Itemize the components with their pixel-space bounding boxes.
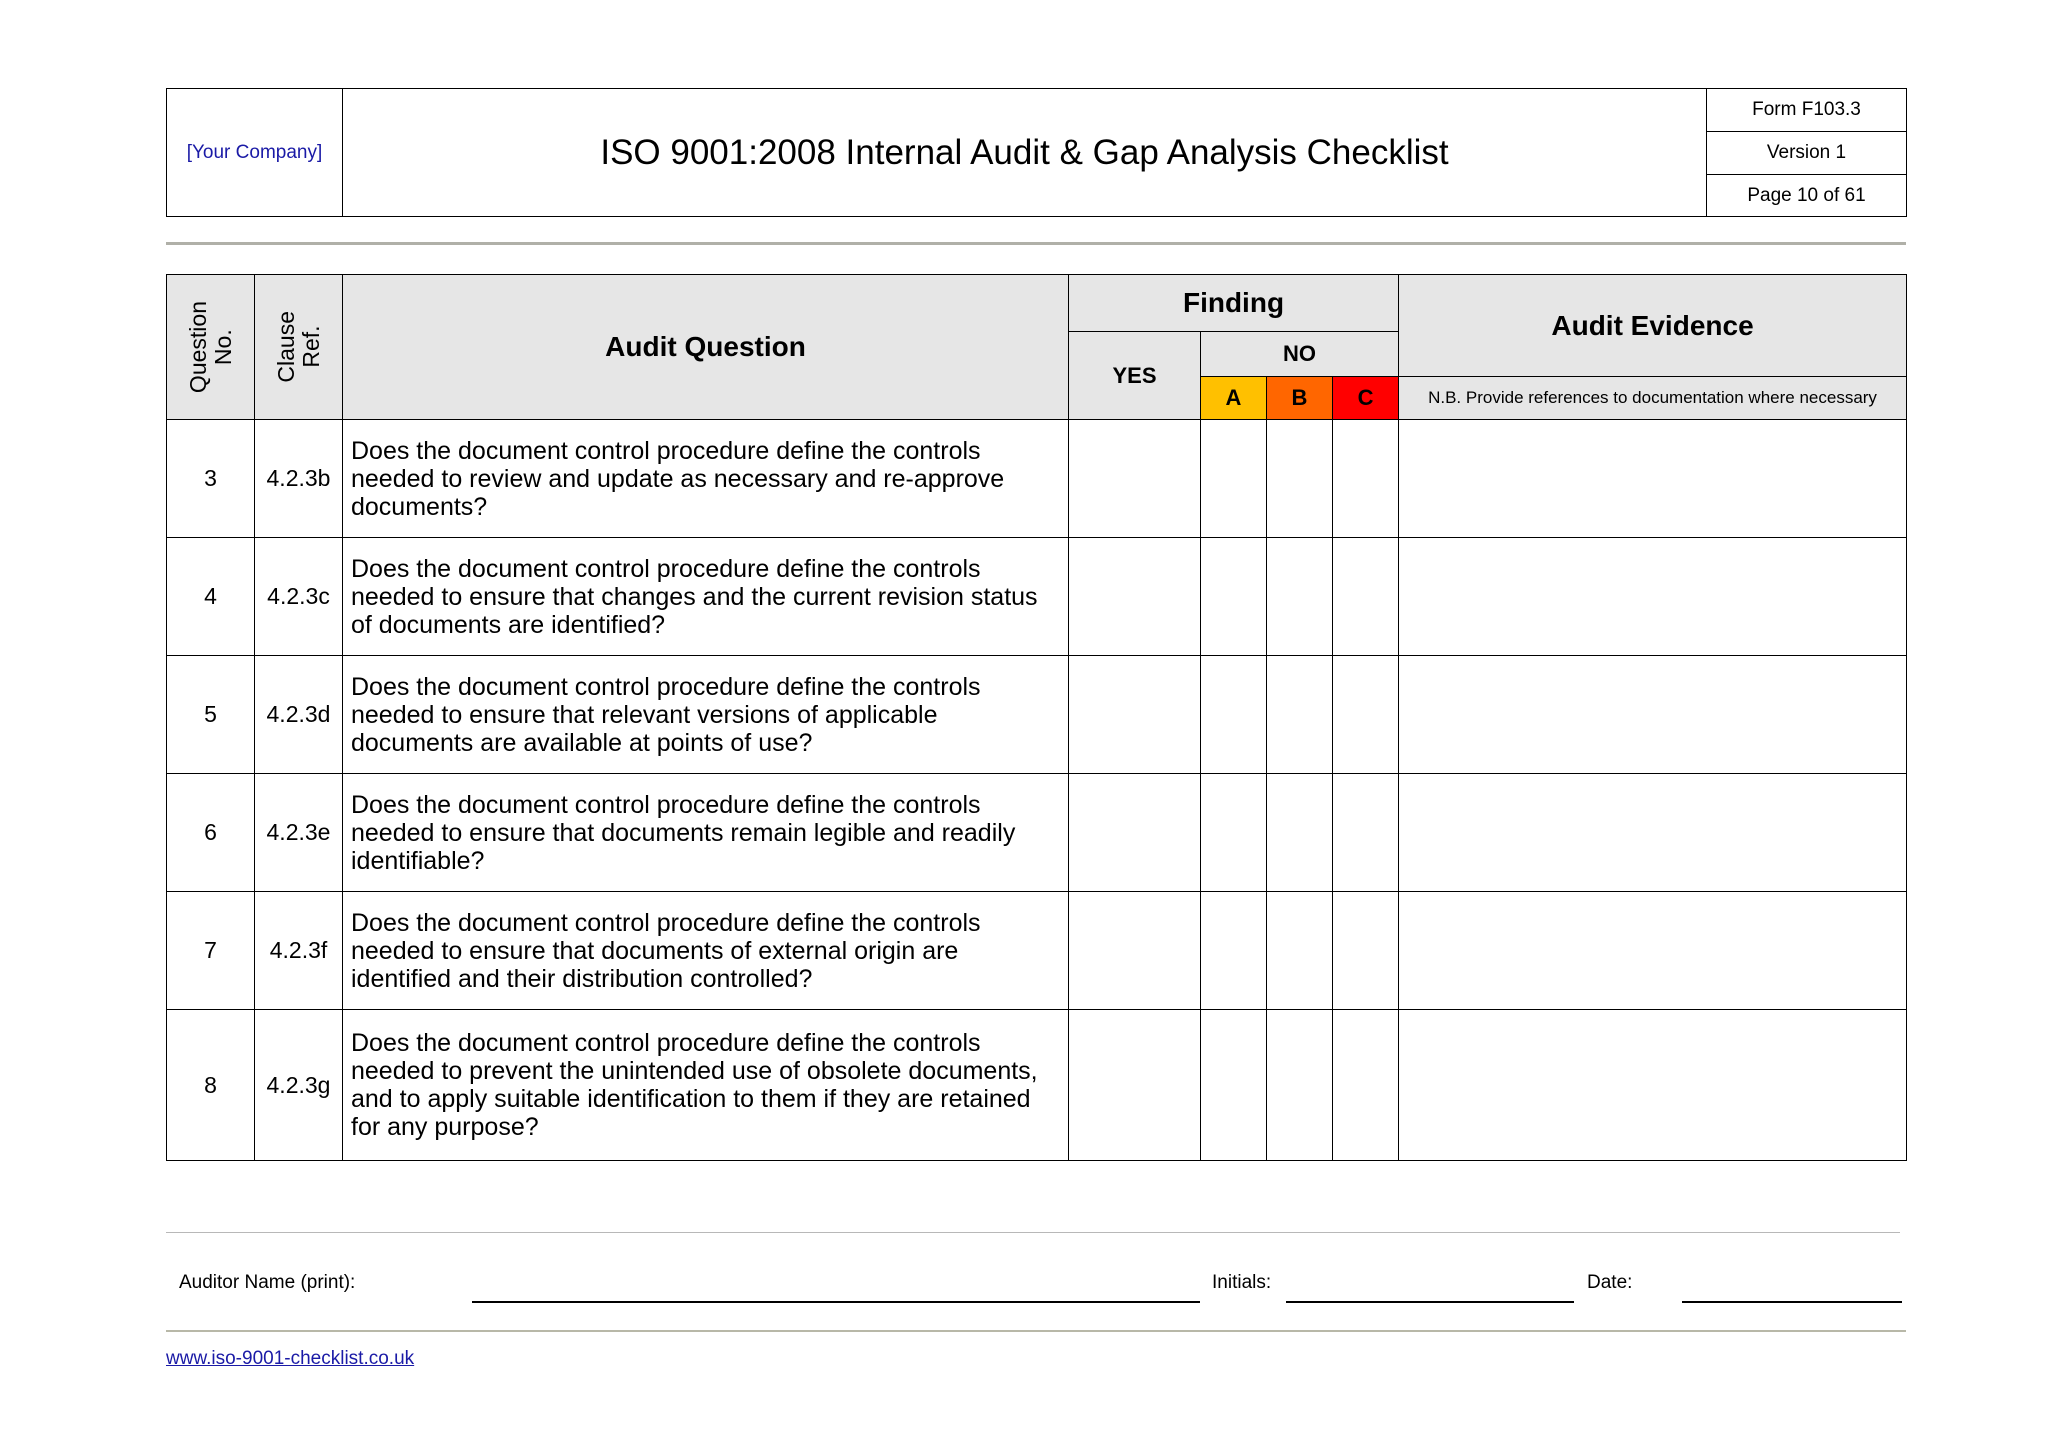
- audit-evidence-cell[interactable]: [1399, 656, 1907, 774]
- header-clause-ref: [255, 275, 343, 420]
- category-b-cell[interactable]: [1267, 892, 1333, 1010]
- category-c-cell[interactable]: [1333, 538, 1399, 656]
- initials-label: Initials:: [1212, 1272, 1272, 1293]
- table-row: [167, 892, 1907, 1010]
- yes-cell[interactable]: [1069, 1010, 1201, 1161]
- category-a-cell[interactable]: [1201, 656, 1267, 774]
- audit-checklist-table: [166, 274, 1907, 1161]
- header-question-no: [167, 275, 255, 420]
- category-a-cell[interactable]: [1201, 538, 1267, 656]
- question-number: 4: [167, 538, 255, 656]
- category-c-cell[interactable]: [1333, 774, 1399, 892]
- yes-cell[interactable]: [1069, 420, 1201, 538]
- audit-evidence-cell[interactable]: [1399, 538, 1907, 656]
- category-c-cell[interactable]: [1333, 656, 1399, 774]
- question-number: 6: [167, 774, 255, 892]
- table-row: [167, 774, 1907, 892]
- footer-divider-top: [166, 1232, 1900, 1233]
- yes-cell[interactable]: [1069, 656, 1201, 774]
- question-number: 5: [167, 656, 255, 774]
- yes-cell[interactable]: [1069, 774, 1201, 892]
- category-a-cell[interactable]: [1201, 420, 1267, 538]
- audit-evidence-cell[interactable]: [1399, 892, 1907, 1010]
- clause-ref-label: Clause Ref.: [272, 311, 324, 383]
- clause-reference: 4.2.3e: [255, 774, 343, 892]
- table-row: [167, 1010, 1907, 1161]
- header-yes: YES: [1069, 332, 1201, 420]
- evidence-note: N.B. Provide references to documentation where necessary: [1399, 377, 1907, 420]
- audit-evidence-cell[interactable]: [1399, 1010, 1907, 1161]
- header-category-b: B: [1267, 377, 1333, 420]
- category-b-cell[interactable]: [1267, 538, 1333, 656]
- table-row: [167, 656, 1907, 774]
- date-label: Date:: [1587, 1272, 1633, 1293]
- header-category-c: C: [1333, 377, 1399, 420]
- audit-question-text: Does the document control procedure define the controls needed to ensure that relevant versions of applicable documents are available at points of use?: [343, 656, 1069, 774]
- date-line[interactable]: [1682, 1301, 1902, 1303]
- yes-cell[interactable]: [1069, 538, 1201, 656]
- header-category-a: A: [1201, 377, 1267, 420]
- website-link[interactable]: www.iso-9001-checklist.co.uk: [166, 1348, 415, 1369]
- header-audit-question: Audit Question: [343, 275, 1069, 420]
- audit-question-text: Does the document control procedure define the controls needed to review and update as necessary and re-approve documents?: [343, 420, 1069, 538]
- page-number: Page 10 of 61: [1707, 175, 1907, 217]
- category-a-cell[interactable]: [1201, 1010, 1267, 1161]
- category-c-cell[interactable]: [1333, 892, 1399, 1010]
- auditor-name-label: Auditor Name (print):: [179, 1272, 356, 1293]
- header-audit-evidence: Audit Evidence: [1399, 275, 1907, 377]
- clause-reference: 4.2.3b: [255, 420, 343, 538]
- category-b-cell[interactable]: [1267, 420, 1333, 538]
- clause-reference: 4.2.3d: [255, 656, 343, 774]
- question-no-label: Question No.: [184, 300, 236, 394]
- category-b-cell[interactable]: [1267, 656, 1333, 774]
- question-number: 7: [167, 892, 255, 1010]
- company-name: [Your Company]: [167, 89, 343, 217]
- header-finding: Finding: [1069, 275, 1399, 332]
- category-c-cell[interactable]: [1333, 420, 1399, 538]
- clause-reference: 4.2.3f: [255, 892, 343, 1010]
- form-number: Form F103.3: [1707, 89, 1907, 132]
- document-title: ISO 9001:2008 Internal Audit & Gap Analysis Checklist: [343, 89, 1707, 217]
- table-row: [167, 420, 1907, 538]
- initials-line[interactable]: [1286, 1301, 1574, 1303]
- audit-question-text: Does the document control procedure define the controls needed to prevent the unintended use of obsolete documents, and to apply suitable identification to them if they are retained for any purpose?: [343, 1010, 1069, 1161]
- document-header: [166, 88, 1907, 217]
- audit-question-text: Does the document control procedure define the controls needed to ensure that documents remain legible and readily identifiable?: [343, 774, 1069, 892]
- audit-evidence-cell[interactable]: [1399, 774, 1907, 892]
- table-row: [167, 538, 1907, 656]
- category-a-cell[interactable]: [1201, 774, 1267, 892]
- clause-reference: 4.2.3g: [255, 1010, 343, 1161]
- audit-evidence-cell[interactable]: [1399, 420, 1907, 538]
- question-number: 8: [167, 1010, 255, 1161]
- yes-cell[interactable]: [1069, 892, 1201, 1010]
- audit-question-text: Does the document control procedure define the controls needed to ensure that documents of external origin are identified and their distribution controlled?: [343, 892, 1069, 1010]
- footer-divider-bottom: [166, 1330, 1906, 1332]
- clause-reference: 4.2.3c: [255, 538, 343, 656]
- question-number: 3: [167, 420, 255, 538]
- audit-question-text: Does the document control procedure define the controls needed to ensure that changes and the current revision status of documents are identified?: [343, 538, 1069, 656]
- header-no: NO: [1201, 332, 1399, 377]
- header-divider: [166, 242, 1906, 245]
- category-c-cell[interactable]: [1333, 1010, 1399, 1161]
- auditor-name-line[interactable]: [472, 1301, 1200, 1303]
- category-b-cell[interactable]: [1267, 774, 1333, 892]
- version-label: Version 1: [1707, 132, 1907, 175]
- category-b-cell[interactable]: [1267, 1010, 1333, 1161]
- category-a-cell[interactable]: [1201, 892, 1267, 1010]
